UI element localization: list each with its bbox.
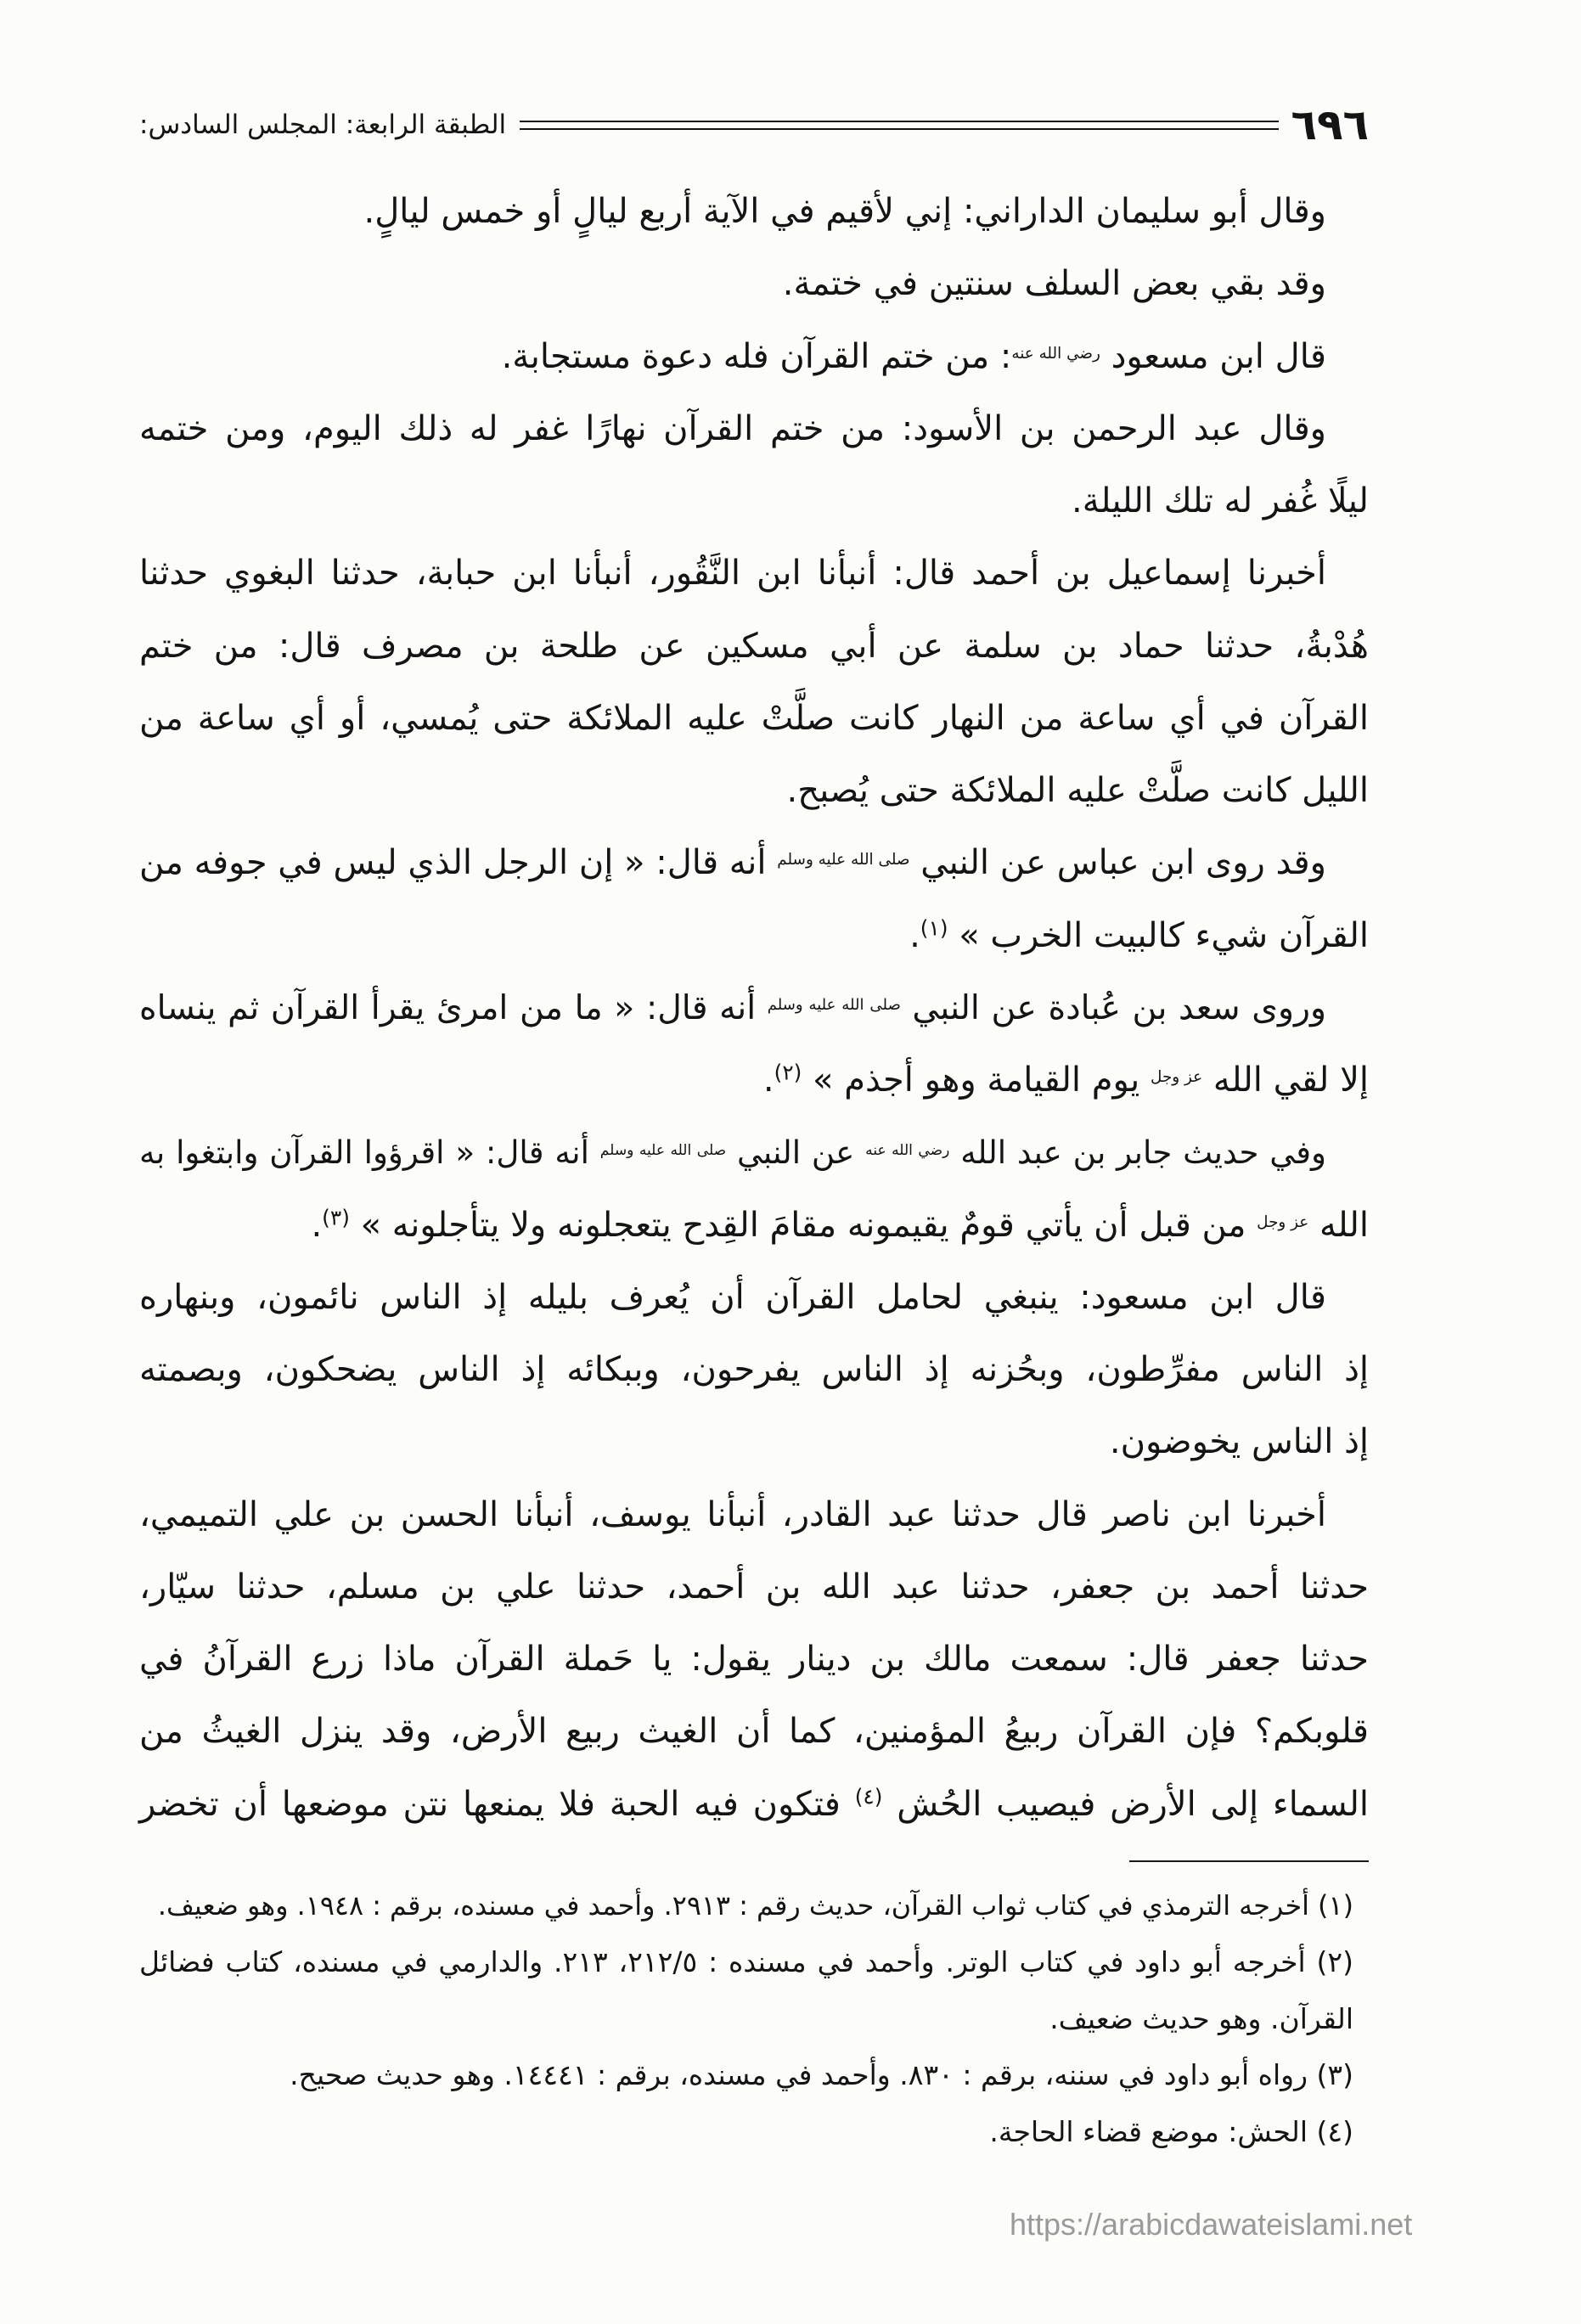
site-watermark: https://arabicdawateislami.net bbox=[1010, 2207, 1413, 2242]
header-double-rule bbox=[520, 121, 1279, 130]
text-segment: وروى سعد بن عُبادة عن النبي bbox=[900, 988, 1326, 1027]
text-line bbox=[139, 611, 1369, 683]
footnote-ref: (٢) bbox=[774, 1060, 802, 1085]
footnote-line: القرآن. وهو حديث ضعيف. bbox=[1049, 2001, 1353, 2035]
text-segment: . bbox=[762, 1061, 774, 1100]
text-line bbox=[139, 537, 1369, 610]
text-segment: من قبل أن يأتي قومٌ يقيمونه مقامَ القِدح يتعجلونه ولا يتأجلونه » bbox=[349, 1205, 1257, 1245]
text-segment: وقال أبو سليمان الداراني: إني لأقيم في الآية أربع ليالٍ أو خمس ليالٍ. bbox=[363, 192, 1326, 231]
text-segment: حدثنا أحمد بن جعفر، حدثنا عبد الله بن أحمد، حدثنا علي بن مسلم، حدثنا سيّار، bbox=[139, 1567, 1369, 1607]
text-segment: إذ الناس يخوضون. bbox=[1109, 1422, 1369, 1462]
text-segment: قال ابن مسعود bbox=[1100, 336, 1326, 376]
text-segment: ليلًا غُفر له تلك الليلة. bbox=[1072, 481, 1369, 521]
text-line bbox=[139, 683, 1369, 755]
honorific-symbol: عز وجل bbox=[1257, 1213, 1309, 1231]
footnote-line: (٢) أخرجه أبو داود في كتاب الوتر. وأحمد في مسنده : ٢١٢/٥، ٢١٣. والدارمي في مسنده، كتاب فضائل bbox=[139, 1944, 1353, 1978]
text-line bbox=[139, 1551, 1369, 1623]
text-segment: أنه قال: « إن الرجل الذي ليس في جوفه من bbox=[139, 843, 778, 883]
honorific-symbol: صلى الله عليه وسلم bbox=[777, 851, 910, 869]
running-title: الطبقة الرابعة: المجلس السادس: bbox=[139, 109, 507, 140]
footnote-separator bbox=[1129, 1860, 1369, 1862]
text-segment: قال ابن مسعود: ينبغي لحامل القرآن أن يُعرف بليله إذ الناس نائمون، وبنهاره bbox=[139, 1277, 1326, 1317]
text-line bbox=[139, 321, 1369, 393]
text-line bbox=[139, 1262, 1369, 1334]
text-line bbox=[139, 1190, 1369, 1262]
text-segment: وفي حديث جابر بن عبد الله bbox=[949, 1134, 1326, 1172]
text-line bbox=[139, 827, 1369, 899]
text-segment: السماء إلى الأرض فيصيب الحُش bbox=[882, 1784, 1370, 1824]
text-segment: يوم القيامة وهو أجذم » bbox=[802, 1061, 1151, 1100]
text-line bbox=[139, 465, 1369, 537]
text-segment: إذ الناس مفرِّطون، وبحُزنه إذ الناس يفرحون، وببكائه إذ الناس يضحكون، وبصمته bbox=[139, 1350, 1369, 1389]
text-segment: أخبرنا ابن ناصر قال حدثنا عبد القادر، أنبأنا يوسف، أنبأنا الحسن بن علي التميمي، bbox=[139, 1494, 1326, 1534]
text-segment: . bbox=[311, 1205, 323, 1245]
honorific-symbol: صلى الله عليه وسلم bbox=[599, 1142, 727, 1159]
page-number: ٦٩٦ bbox=[1291, 100, 1369, 149]
footnote-ref: (٤) bbox=[854, 1783, 883, 1809]
text-line bbox=[139, 248, 1369, 320]
footnote-line: (٣) رواه أبو داود في سننه، برقم : ٨٣٠. وأحمد في مسنده، برقم : ١٤٤٤١. وهو حديث صحيح. bbox=[290, 2058, 1353, 2092]
text-segment: قلوبكم؟ فإن القرآن ربيعُ المؤمنين، كما أن الغيث ربيع الأرض، وقد ينزل الغيثُ من bbox=[139, 1712, 1369, 1752]
text-segment: القرآن شيء كالبيت الخرب » bbox=[948, 915, 1369, 955]
text-line bbox=[139, 1117, 1369, 1189]
text-segment: الليل كانت صلَّتْ عليه الملائكة حتى يُصبح. bbox=[786, 771, 1369, 810]
honorific-symbol: رضي الله عنه bbox=[1011, 344, 1100, 363]
text-segment: أنه قال: « اقرؤوا القرآن وابتغوا به bbox=[139, 1134, 600, 1172]
text-segment: وقد روى ابن عباس عن النبي bbox=[909, 843, 1326, 883]
text-line bbox=[139, 1696, 1369, 1768]
text-segment: القرآن في أي ساعة من النهار كانت صلَّتْ عليه الملائكة حتى يُمسي، أو أي ساعة من bbox=[139, 698, 1369, 738]
main-text bbox=[139, 176, 1369, 1841]
text-segment: أخبرنا إسماعيل بن أحمد قال: أنبأنا ابن النَّقُور، أنبأنا ابن حبابة، حدثنا البغوي حدثنا bbox=[139, 554, 1326, 594]
text-line bbox=[139, 755, 1369, 827]
honorific-symbol: رضي الله عنه bbox=[865, 1142, 950, 1159]
text-segment: هُدْبةُ، حدثنا حماد بن سلمة عن أبي مسكين عن طلحة بن مصرف قال: من ختم bbox=[139, 626, 1369, 666]
text-segment: فتكون فيه الحبة فلا يمنعها نتن موضعها أن تخضر bbox=[139, 1784, 855, 1824]
text-segment: . bbox=[909, 915, 920, 955]
text-segment: الله bbox=[1308, 1205, 1369, 1245]
footnote-line: (١) أخرجه الترمذي في كتاب ثواب القرآن، حديث رقم : ٢٩١٣. وأحمد في مسنده، برقم : ١٩٤٨. وهو ضعيف. bbox=[157, 1889, 1353, 1922]
running-header bbox=[139, 100, 1369, 149]
text-segment: عن النبي bbox=[726, 1134, 866, 1172]
text-line bbox=[139, 1623, 1369, 1696]
footnote-ref: (٣) bbox=[322, 1204, 350, 1230]
text-segment: وقد بقي بعض السلف سنتين في ختمة. bbox=[782, 264, 1326, 304]
text-line bbox=[139, 1769, 1369, 1841]
text-segment: إلا لقي الله bbox=[1202, 1061, 1369, 1100]
text-line bbox=[139, 176, 1369, 248]
text-segment: : من ختم القرآن فله دعوة مستجابة. bbox=[501, 336, 1012, 376]
text-line bbox=[139, 900, 1369, 972]
footnote-line: (٤) الحش: موضع قضاء الحاجة. bbox=[989, 2115, 1353, 2148]
text-line bbox=[139, 393, 1369, 465]
text-segment: وقال عبد الرحمن بن الأسود: من ختم القرآن نهارًا غفر له ذلك اليوم، ومن ختمه bbox=[139, 408, 1326, 448]
text-line bbox=[139, 972, 1369, 1044]
honorific-symbol: عز وجل bbox=[1151, 1067, 1203, 1086]
honorific-symbol: صلى الله عليه وسلم bbox=[767, 995, 901, 1014]
text-line bbox=[139, 1406, 1369, 1478]
text-line bbox=[139, 1479, 1369, 1551]
text-line bbox=[139, 1334, 1369, 1406]
text-segment: حدثنا جعفر قال: سمعت مالك بن دينار يقول: يا حَملة القرآن ماذا زرع القرآنُ في bbox=[139, 1640, 1369, 1679]
footnote-ref: (١) bbox=[920, 914, 948, 940]
text-line bbox=[139, 1044, 1369, 1117]
text-segment: أنه قال: « ما من امرئ يقرأ القرآن ثم ينساه bbox=[139, 988, 768, 1027]
footnotes bbox=[139, 1877, 1369, 2161]
